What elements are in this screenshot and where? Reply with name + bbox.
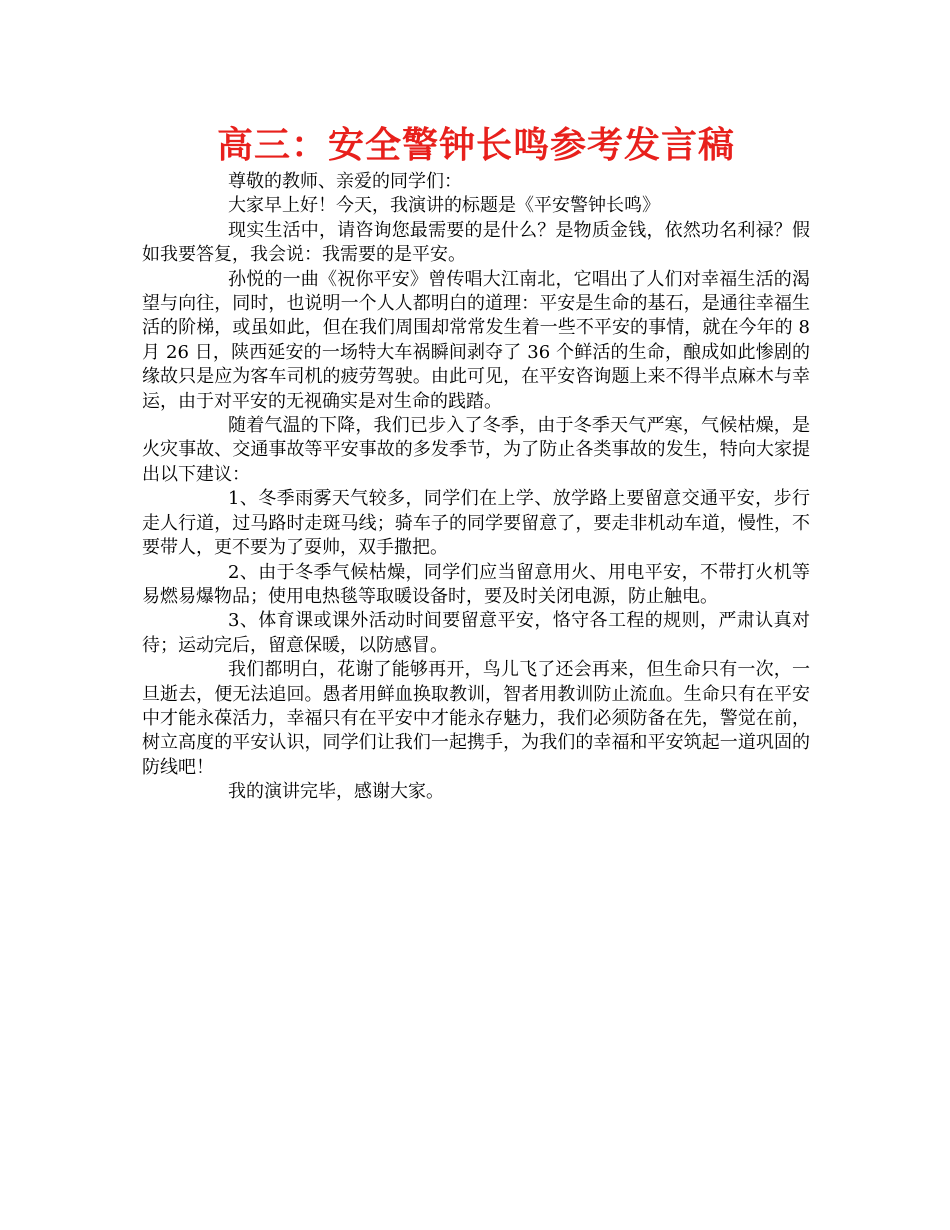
paragraph-greeting: 大家早上好！今天，我演讲的标题是《平安警钟长鸣》 bbox=[228, 195, 660, 217]
paragraph-winter: 随着气温的下降，我们已步入了冬季，由于冬季天气严寒，气候枯燥，是火灾事故、交通事故等平安事故的多发季节，为了防止各类事故的发生，特向大家提出以下建议： bbox=[142, 415, 810, 485]
paragraph-conclusion: 我们都明白，花谢了能够再开，鸟儿飞了还会再来，但生命只有一次，一旦逝去，便无法追回。愚者用鲜血换取教训，智者用教训防止流血。生命只有在平安中才能永葆活力，幸福只有在平安中才能永存魅力，我们必须防备在先，警觉在前，树立高度的平安认识，同学们让我们一起携手，为我们的幸福和平安筑起一道巩固的防线吧！ bbox=[142, 659, 810, 778]
paragraph-salutation: 尊敬的教师、亲爱的同学们： bbox=[228, 171, 462, 192]
paragraph-example: 孙悦的一曲《祝你平安》曾传唱大江南北，它唱出了人们对幸福生活的渴望与向往，同时，也说明一个人人都明白的道理：平安是生命的基石，是通往幸福生活的阶梯，或虽如此，但在我们周围却常常发生着一些不平安的事情，就在今年的 8 月 26 日，陕西延安的一场特大车祸瞬间剥夺了 36 个鲜活的生命，酿成如此惨剧的缘故只是应为客车司机的疲劳驾驶。由此可见，在平安咨询题上来不得半点麻木与幸运，由于对平安的无视确实是对生命的践踏。 bbox=[142, 268, 810, 412]
paragraph-closing: 我的演讲完毕，感谢大家。 bbox=[228, 781, 444, 803]
paragraph-suggestion-3: 3、体育课或课外活动时间要留意平安，恪守各工程的规则，严肃认真对待；运动完后，留意保暖，以防感冒。 bbox=[142, 610, 810, 656]
paragraph-suggestion-1: 1、冬季雨雾天气较多，同学们在上学、放学路上要留意交通平安，步行走人行道，过马路时走斑马线；骑车子的同学要留意了，要走非机动车道，慢性，不要带人，更不要为了耍帅，双手撒把。 bbox=[142, 488, 810, 559]
document-page bbox=[142, 122, 810, 805]
document-title: 高三：安全警钟长鸣参考发言稿 bbox=[216, 125, 735, 166]
document-body bbox=[142, 170, 810, 805]
paragraph-intro: 现实生活中，请咨询您最需要的是什么？是物质金钱，依然功名利禄？假如我要答复，我会说：我需要的是平安。 bbox=[142, 219, 810, 266]
paragraph-suggestion-2: 2、由于冬季气候枯燥，同学们应当留意用火、用电平安，不带打火机等易燃易爆物品；使用电热毯等取暖设备时，要及时关闭电源，防止触电。 bbox=[142, 561, 810, 607]
